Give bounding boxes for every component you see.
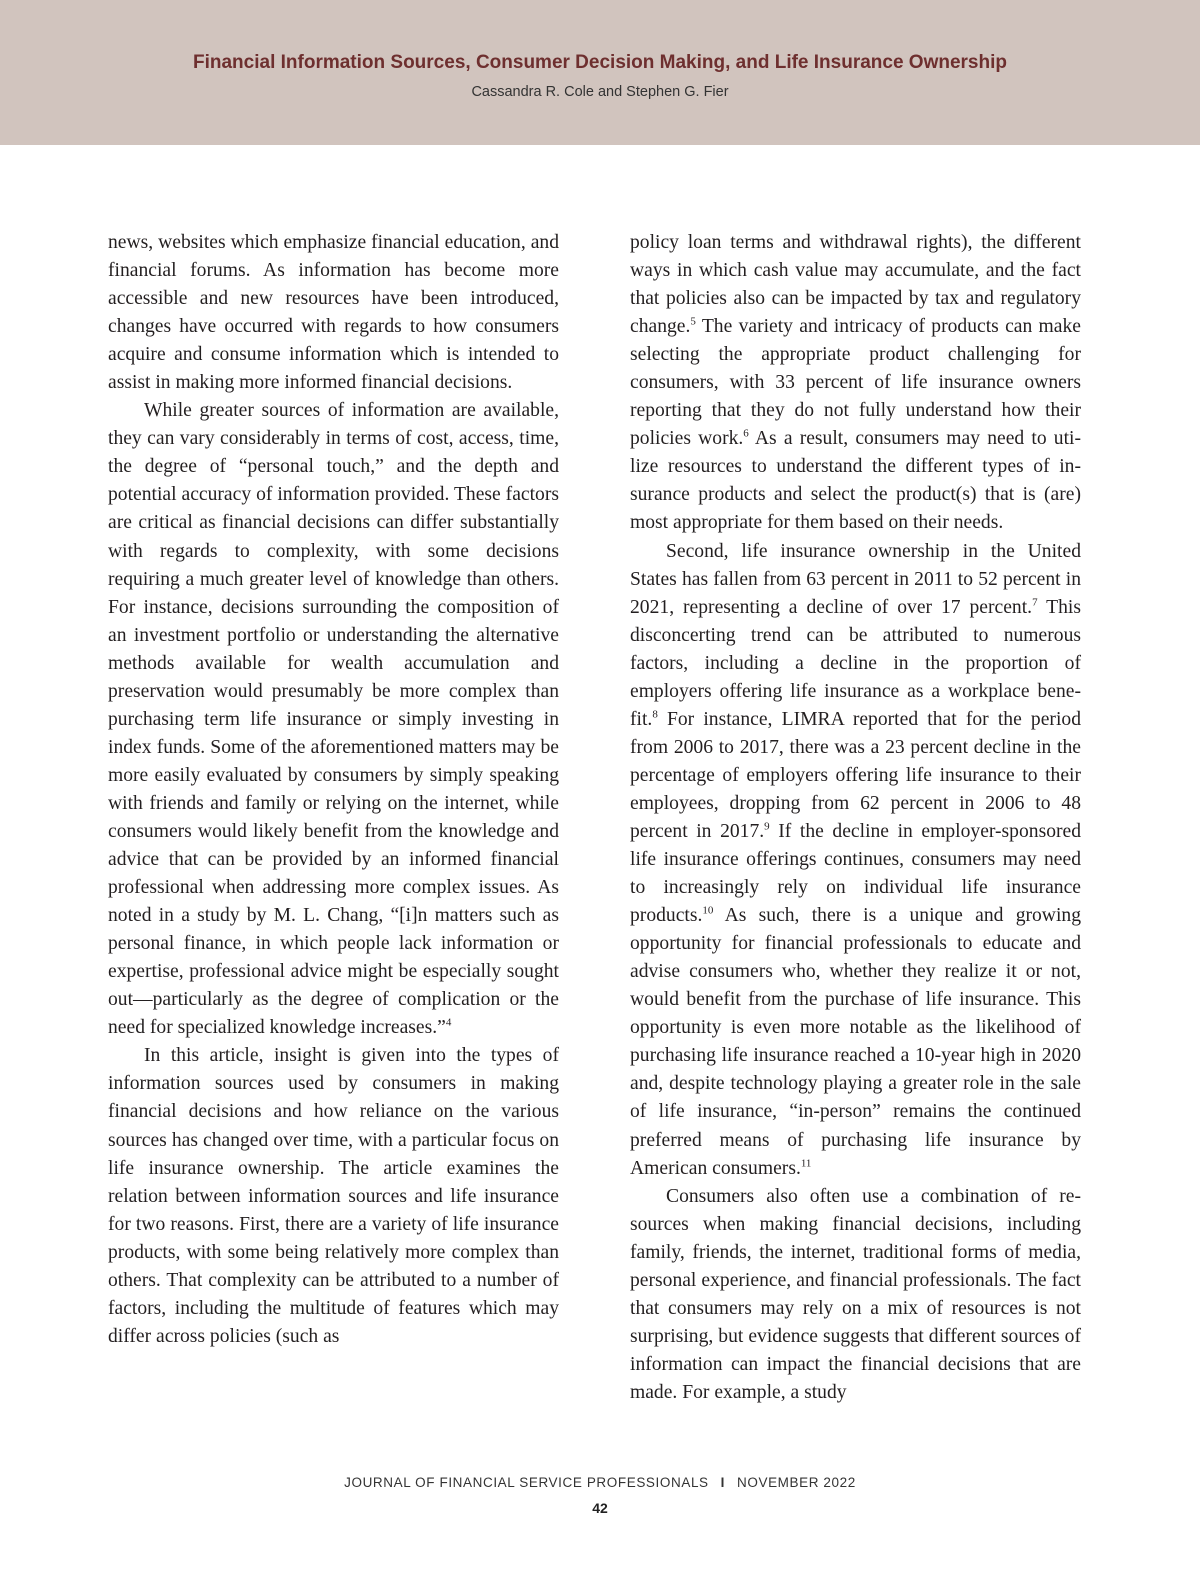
footnote-ref: 10 bbox=[702, 904, 714, 917]
paragraph-text: Consumers also often use a combination of resources when making financial decisions, including family, friends, the internet, traditional forms of media, personal experience, and financial professionals. The fact that consumers may rely on a mix of resources is not surprising, but evidence suggests that different sources of information can impact the financial decisions that are made. For example, a study bbox=[630, 1185, 1081, 1403]
left-column bbox=[108, 229, 559, 1351]
footnote-ref: 4 bbox=[445, 1016, 452, 1029]
paragraph-text: policy loan terms and withdrawal rights), the different ways in which cash value may accumulate, and the fact that policies also can be impacted by tax and regulatory change. bbox=[630, 232, 1081, 338]
running-footer bbox=[0, 1475, 1200, 1490]
footnote-ref: 8 bbox=[652, 708, 658, 721]
paragraph bbox=[630, 538, 1081, 1183]
right-column bbox=[630, 229, 1081, 1407]
footnote-ref: 5 bbox=[690, 315, 696, 328]
paragraph-text: news, websites which emphasize financial education, and financial forums. As information has become more accessible and new resources have been introduced, changes have occurred with regards to how consumers acquire and consume information which is intended to assist in making more informed financial decisions. bbox=[108, 232, 559, 394]
footnote-ref: 9 bbox=[764, 820, 770, 833]
paragraph-text: This disconcerting trend can be attributed to numerous factors, including a decline in the proportion of employers offering life insurance as a workplace benefit. bbox=[630, 596, 1081, 730]
article-authors: Cassandra R. Cole and Stephen G. Fier bbox=[471, 84, 729, 100]
footnote-ref: 7 bbox=[1032, 596, 1038, 609]
paragraph bbox=[108, 229, 559, 397]
journal-name: JOURNAL OF FINANCIAL SERVICE PROFESSIONALS bbox=[344, 1475, 709, 1490]
paragraph-text: While greater sources of information are available, they can vary considerably in terms of cost, access, time, the degree of “personal touch,” and the depth and potential accuracy of information provided. These factors are critical as financial decisions can differ substantially with regards to complexity, with some decisions requiring a much greater level of knowledge than others. For instance, decisions surrounding the composition of an investment portfolio or understanding the alternative methods available for wealth accumulation and preservation would presumably be more complex than purchasing term life insurance or simply investing in index funds. Some of the aforementioned matters may be more easily evaluated by consumers by simply speaking with friends and family or relying on the internet, while consumers would likely benefit from the knowledge and advice that can be provided by an informed financial professional when addressing more complex issues. As noted in a study by M. L. Chang, “[i]n matters such as personal finance, in which people lack information or expertise, professional advice might be especially sought out—particularly as the degree of complication or the need for specialized knowledge increases.” bbox=[108, 400, 559, 1039]
footnote-ref: 6 bbox=[743, 427, 749, 440]
running-header bbox=[0, 0, 1200, 145]
paragraph-text: As a result, consumers may need to utilize resources to understand the different types of insurance products and select the product(s) that is (are) most appropriate for them based on their needs. bbox=[630, 428, 1082, 534]
article-title: Financial Information Sources, Consumer Decision Making, and Life Insurance Ownership bbox=[193, 52, 1007, 73]
paragraph-text: The variety and intricacy of products can make selecting the appropriate product challenging for consumers, with 33 percent of life insurance owners reporting that they do not fully understand how their policies work. bbox=[630, 316, 1081, 450]
paragraph-text: For instance, LIMRA reported that for the period from 2006 to 2017, there was a 23 percent decline in the percentage of employers offering life insurance to their employees, dropping from 62 percent in 2006 to 48 percent in 2017. bbox=[630, 708, 1081, 842]
paragraph-text: Second, life insurance ownership in the United States has fallen from 63 percent in 2011 to 52 percent in 2021, representing a decline of over 17 percent. bbox=[630, 540, 1081, 618]
paragraph-text: If the decline in employer-sponsored life insurance offerings continues, consumers may need to increasingly rely on individual life insurance products. bbox=[630, 820, 1082, 927]
paragraph-text: As such, there is a unique and growing opportunity for financial professionals to educate and advise consumers who, whether they realize it or not, would benefit from the purchase of life insurance. This opportunity is even more notable as the likelihood of purchasing life insurance reached a 10-year high in 2020 and, despite technology playing a greater role in the sale of life insurance, “in-person” remains the continued preferred means of purchasing life insurance by American consumers. bbox=[630, 905, 1081, 1179]
footer-separator: I bbox=[720, 1475, 726, 1490]
issue-date: NOVEMBER 2022 bbox=[737, 1475, 856, 1490]
paragraph-text: In this article, insight is given into the types of information sources used by consumers in making financial decisions and how reliance on the various sources has changed over time, with a particular focus on life insurance ownership. The article examines the relation between information sources and life insurance for two reasons. First, there are a variety of life insurance products, with some being relatively more complex than others. That complexity can be attributed to a number of factors, including the multitude of features which may differ across policies (such as bbox=[108, 1045, 559, 1347]
page-number: 42 bbox=[592, 1500, 608, 1516]
footnote-ref: 11 bbox=[800, 1157, 812, 1170]
paragraph bbox=[630, 1183, 1081, 1407]
paragraph bbox=[108, 397, 559, 1042]
paragraph bbox=[108, 1042, 559, 1351]
paragraph bbox=[630, 229, 1081, 538]
